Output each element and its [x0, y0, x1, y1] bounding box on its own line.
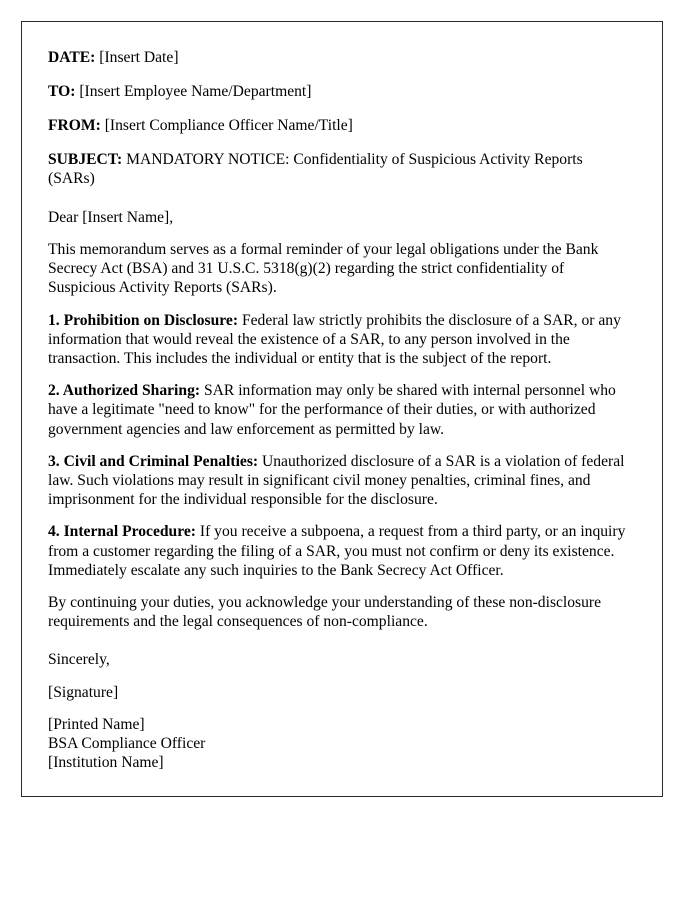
acknowledgement-paragraph: By continuing your duties, you acknowledge your understanding of these non-disclosure requirements and the legal consequences of non-compliance. [48, 594, 602, 631]
numbered-item-1 [48, 311, 628, 369]
document-body [22, 22, 662, 772]
memo-field-subject-label: SUBJECT: [48, 151, 123, 168]
greeting-line: Dear [Insert Name], [48, 209, 174, 226]
numbered-item-4 [48, 522, 628, 580]
numbered-item-2 [48, 381, 628, 439]
numbered-item-1-body: Federal law strictly prohibits the disclosure of a SAR, or any information that would reveal the existence of a SAR, to any person involved in the transaction. This includes the individual or entity that is the subject of the report. [48, 311, 621, 368]
memo-field-from-value: [Insert Compliance Officer Name/Title] [104, 117, 353, 134]
signer-printed-name: [Printed Name] [48, 715, 145, 733]
document-page [21, 21, 663, 797]
numbered-item-3-heading: 3. Civil and Criminal Penalties: [48, 452, 259, 470]
memo-field-from [48, 116, 628, 135]
numbered-item-4-body: If you receive a subpoena, a request from a third party, or an inquiry from a customer regarding the filing of a SAR, you must not confirm or deny its existence. Immediately escalate any such inquiries to the Bank Secrecy Act Officer. [48, 523, 626, 579]
memo-field-subject [48, 150, 628, 188]
signer-institution: [Institution Name] [48, 754, 164, 772]
memo-field-subject-value: MANDATORY NOTICE: Confidentiality of Suspicious Activity Reports (SARs) [48, 151, 583, 187]
numbered-item-2-heading: 2. Authorized Sharing: [48, 382, 201, 400]
numbered-item-4-heading: 4. Internal Procedure: [48, 523, 196, 541]
signer-details [48, 715, 628, 773]
signature-placeholder: [Signature] [48, 683, 119, 701]
memo-field-from-label: FROM: [48, 117, 101, 134]
memo-field-date-value: [Insert Date] [99, 49, 179, 66]
signer-title: BSA Compliance Officer [48, 735, 206, 753]
numbered-item-3 [48, 452, 628, 510]
numbered-item-2-body: SAR information may only be shared with internal personnel who have a legitimate "need to know" for the performance of their duties, or with authorized government agencies and law enforcement as permitted by law. [48, 382, 616, 438]
memo-field-date-label: DATE: [48, 49, 96, 66]
closing-salutation: Sincerely, [48, 651, 110, 669]
numbered-item-3-body: Unauthorized disclosure of a SAR is a violation of federal law. Such violations may result in significant civil money penalties, criminal fines, and imprisonment for the individual responsible for the disclosure. [48, 452, 625, 509]
numbered-item-1-heading: 1. Prohibition on Disclosure: [48, 311, 239, 329]
signature-block [48, 650, 628, 772]
memo-field-to-value: [Insert Employee Name/Department] [79, 83, 312, 100]
memo-field-to [48, 82, 628, 101]
memo-field-date [48, 48, 628, 67]
intro-paragraph: This memorandum serves as a formal reminder of your legal obligations under the Bank Secrecy Act (BSA) and 31 U.S.C. 5318(g)(2) regarding the strict confidentiality of Suspicious Activity Reports (SARs). [48, 241, 599, 297]
memo-field-to-label: TO: [48, 83, 76, 100]
